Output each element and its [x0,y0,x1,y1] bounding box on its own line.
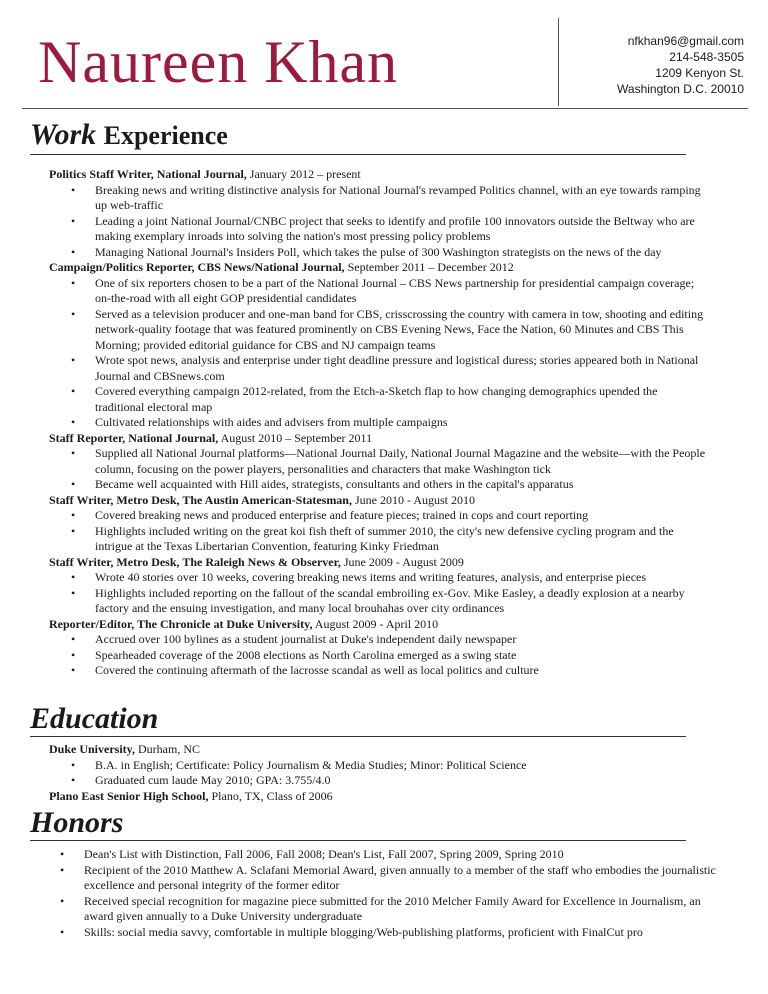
work-experience-rule [30,154,686,155]
job-dates: January 2012 – present [249,167,361,181]
honors-rule [30,840,686,841]
job-title: Politics Staff Writer, National Journal, [49,167,247,181]
job-title: Campaign/Politics Reporter, CBS News/National Journal, [49,260,345,274]
job-bullet: • Covered breaking news and produced enterprise and feature pieces; trained in cops and court reporting [95,508,709,524]
job-entry [49,617,709,633]
job-title: Staff Reporter, National Journal, [49,430,219,445]
contact-phone: 214-548-3505 [669,50,744,64]
job-bullet: • Highlights included reporting on the fallout of the scandal embroiling ex-Gov. Mike Easley, a deadly explosion at a nearby factory and the ensuing investigation, and many local brouhahas over city ordinances [95,586,709,617]
school-entry [49,742,709,758]
work-experience-list [49,167,709,679]
job-title: Staff Writer, Metro Desk, The Raleigh News & Observer, [49,554,341,569]
honor-bullet: • Recipient of the 2010 Matthew A. Sclafani Memorial Award, given annually to a member of the staff who embodies the journalistic excellence and personal integrity of the former editor [84,863,720,894]
school-name: Plano East Senior High School, [49,788,209,803]
job-bullet: • Cultivated relationships with aides and advisers from multiple campaigns [95,415,709,431]
education-list [49,742,709,804]
job-bullet: • Supplied all National Journal platforms—National Journal Daily, National Journal Magazine and the website—with the People column, focusing on the power players, personalities and characters that make Washington tick [95,446,709,477]
job-bullet: • Became well acquainted with Hill aides, strategists, consultants and others in the capital's apparatus [95,477,709,493]
job-bullet: • Covered everything campaign 2012-related, from the Etch-a-Sketch flap to how changing demographics upended the traditional electoral map [95,384,709,415]
school-detail: Plano, TX, Class of 2006 [211,788,333,803]
work-experience-heading [30,118,228,153]
contact-info [617,33,744,97]
resume-name: Naureen Khan [38,29,399,95]
honors-heading: Honors [30,806,124,839]
school-detail: Durham, NC [138,742,201,756]
header-vertical-divider [558,18,559,106]
job-bullets [49,446,709,493]
job-bullet: • Breaking news and writing distinctive analysis for National Journal's revamped Politics channel, with an eye towards ramping up web-traffic [95,183,709,214]
job-title: Staff Writer, Metro Desk, The Austin American-Statesman, [49,492,352,507]
job-dates: August 2010 – September 2011 [220,430,373,445]
job-dates: June 2010 - August 2010 [354,492,475,507]
honors-list [40,847,720,940]
school-bullet: • Graduated cum laude May 2010; GPA: 3.755/4.0 [95,773,709,789]
job-bullets [49,632,709,679]
job-bullet: • Served as a television producer and one-man band for CBS, crisscrossing the country with camera in tow, shooting and editing network-quality footage that was featured prominently on CBS Evening News, Face the Nation, 60 Minutes and CBS This Morning; provided editorial guidance for CBS and NJ campaign teams [95,307,709,354]
job-dates: August 2009 - April 2010 [314,616,439,631]
honor-bullet: • Received special recognition for magazine piece submitted for the 2010 Melcher Family Award for Excellence in Journalism, an award given annually to a Duke University undergraduate [84,894,720,925]
job-bullets [49,276,709,431]
education-heading: Education [30,702,159,735]
contact-address-line2: Washington D.C. 20010 [617,82,744,96]
job-dates: September 2011 – December 2012 [347,260,514,274]
job-bullet: • Accrued over 100 bylines as a student journalist at Duke's independent daily newspaper [95,632,709,648]
job-bullet: • One of six reporters chosen to be a part of the National Journal – CBS News partnership for presidential campaign coverage; on-the-road with all eight GOP presidential candidates [95,276,709,307]
school-name: Duke University, [49,742,136,756]
contact-email[interactable]: nfkhan96@gmail.com [627,34,744,48]
school-bullets [49,758,709,789]
work-heading-first: Work [30,118,97,151]
job-bullet: • Managing National Journal's Insiders Poll, which takes the pulse of 300 Washington strategists on the news of the day [95,245,709,261]
job-dates: June 2009 - August 2009 [343,554,464,569]
education-rule [30,736,686,737]
job-bullet: • Leading a joint National Journal/CNBC project that seeks to identify and profile 100 innovators outside the Beltway who are making exemplary inroads into solving the nation's most pressing policy problems [95,214,709,245]
job-bullet: • Highlights included writing on the great koi fish theft of summer 2010, the city's new defensive cycling program and the intrigue at the Texas Libertarian Convention, featuring Kinky Friedman [95,524,709,555]
job-bullet: • Wrote spot news, analysis and enterprise under tight deadline pressure and logistical duress; stories appeared both in National Journal and CBSnews.com [95,353,709,384]
job-bullets [49,183,709,261]
job-title: Reporter/Editor, The Chronicle at Duke University, [49,616,313,631]
job-bullets [49,508,709,555]
job-entry [49,260,709,276]
job-bullets [49,570,709,617]
job-bullet: • Wrote 40 stories over 10 weeks, covering breaking news items and writing features, analysis, and enterprise pieces [95,570,709,586]
job-entry [49,431,709,447]
job-entry [49,555,709,571]
honor-bullet: • Dean's List with Distinction, Fall 2006, Fall 2008; Dean's List, Fall 2007, Spring 2009, Spring 2010 [84,847,720,863]
school-entry [49,789,709,805]
job-bullet: • Spearheaded coverage of the 2008 elections as North Carolina emerged as a swing state [95,648,709,664]
job-entry [49,493,709,509]
honors-bullets [40,847,720,940]
honor-bullet: • Skills: social media savvy, comfortable in multiple blogging/Web-publishing platforms, proficient with FinalCut pro [84,925,720,941]
header-horizontal-divider [22,108,748,109]
contact-address-line1: 1209 Kenyon St. [655,66,744,80]
school-bullet: • B.A. in English; Certificate: Policy Journalism & Media Studies; Minor: Political Science [95,758,709,774]
work-heading-rest: Experience [103,121,228,150]
job-bullet: • Covered the continuing aftermath of the lacrosse scandal as well as local politics and culture [95,663,709,679]
job-entry [49,167,709,183]
